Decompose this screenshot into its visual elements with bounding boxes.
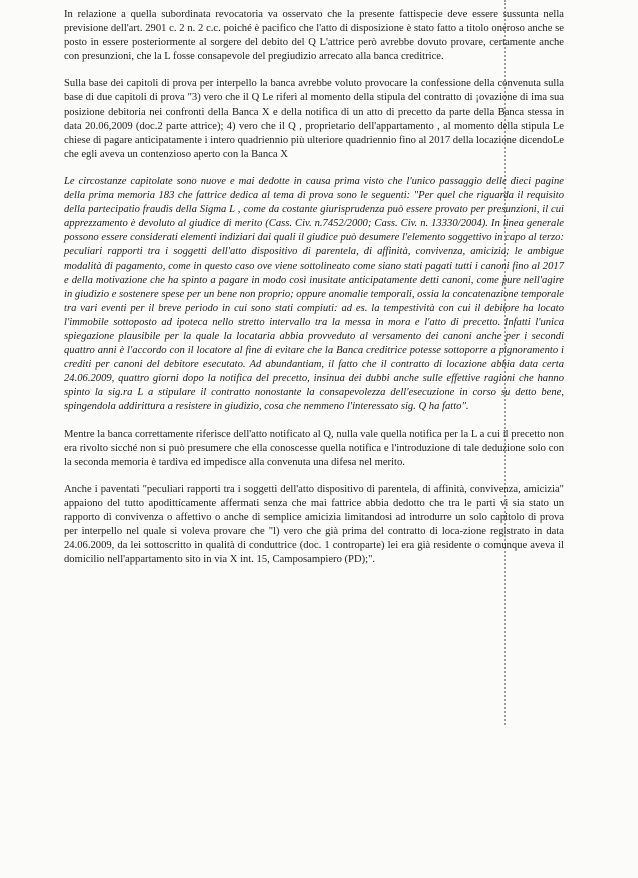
paragraph-notifica: Mentre la banca correttamente riferisce dell'atto notificato al Q, nulla vale quella notifica per la L a cui il precetto non era rivolto sicché non si può presumere che ella conoscesse quella notifica e l'introduzione di tale deduzione solo con la seconda memoria è tardiva ed impedisce alla convenuta una difesa nel merito. xyxy=(64,428,564,468)
paragraph-capitoli-prova: Sulla base dei capitoli di prova per interpello la banca avrebbe voluto provocare la confessione della convenuta sulla base di due capitoli di prova "3) vero che il Q Le riferì al momento della stipula del contratto di ¡ovazione di ima sua posizione debitoria nei confronti della Banca X e della notifica di un atto di precetto da parte della Banca stessa in data 20.06,2009 (doc.2 parte attrice); 4) vero che il Q , proprietario dell'appartamento , al momento della stipula Le chiese di pagare anticipatamente i intero quadriennio più ulteriore quadriennio fino al 2017 della locazione dicendoLe che egli aveva un contenzioso aperto con la Banca X xyxy=(64,78,564,160)
paragraph-revocatoria: In relazione a quella subordinata revocatoria va osservato che la presente fattispecie deve essere sussunta nella previsione dell'art. 2901 c. 2 n. 2 c.c. poiché è pacifico che l'atto di disposizione è stato fatto a titolo oneroso anche se posto in essere posteriormente al sorgere del debito del Q L'attrice però avrebbe dovuto provare, certamente anche con presunzioni, che la L fosse consapevole del pregiudizio arrecato alla banca creditrice. xyxy=(64,9,564,63)
paragraph-peculiari-rapporti: Anche i paventati "peculiari rapporti tra i soggetti dell'atto dispositivo di parentela, di affinità, convivenza, amicizia" appaiono del tutto apodittícamente affermati senza che mai fattrice abbia dedotto che tra le parti vi sia stato un rapporto di convivenza o affettivo o anche di semplice amicizia limitandosi ad introdurre un solo capitolo di prova per interpello nel quale si voleva provare che "l) vero che già prima del contratto di loca-zione registrato in data 24.06.2009, da lei sottoscritto in qualità di conduttrice (doc. 1 controparte) lei era già residente o comunque aveva il domicilio nell'appartamento sito in via X int. 15, Camposampiero (PD);". xyxy=(64,483,564,566)
paragraph-circostanze-capitolate: Le circostanze capitolate sono nuove e mai dedotte in causa prima visto che l'unico passaggio delle dieci pagine della prima memoria 183 che fattrice dedica al tema di prova sono le seguenti: "Per quel che riguarda il requisito della partecipatio fraudis della Sigma L , come da costante giurisprudenza può essere provato per presunzioni, il cui apprezzamento è devoluto al giudice di merito (Cass. Civ. n.7452/2000; Cass. Civ. n. 13330/2004). In linea generale possono essere considerati elementi indiziari dai quali il giudice può desumere l'elemento soggettivo in capo al terzo: peculiari rapporti tra i soggetti dell'atto dispositivo di parentela, di affinità, convivenza, amicizia; le ambigue modalità di pagamento, come in questo caso ove viene sottolineato come siano stati pagati tutti i canoni fino al 2017 e della motivazione che ha spinto a pagare in modo così inusitate anticipatamente detti canoni, come pure nell'agire in giudizio e sostenere spese per un bene non proprio; oppure anomalie temporali, ossia la concatenazione temporale tra vari eventi per il breve periodo in cui sono stati compiuti: ad es. la tempestività con cui il debitore ha locato l'immobile sottoposto ad ipoteca nello stretto intervallo tra la messa in mora e l'atto di precetto. Infatti l'unica spiegazione plausibile per la quale la locataria abbia provveduto al versamento dei canoni anche per i secondi quattro anni è l'accordo con il locatore al fine di evitare che la Banca creditrice potesse sottoporre a pignoramento i crediti per canoni del debitore esecutato. Ad abundantiam, il fatto che il contratto di locazione abbia data certa 24.06.2009, quattro giorni dopo la notifica del precetto, insinua dei dubbi anche sulle effettive ragioni che hanno spinto la sig.ra L a stipulare il contratto nonostante la consapevolezza dell'esecuzione in corso su detto bene, spingendola addirittura a resistere in giudizio, cosa che nemmeno l'interessato sig. Q ha fatto". xyxy=(64,175,564,413)
document-body xyxy=(64,8,564,580)
